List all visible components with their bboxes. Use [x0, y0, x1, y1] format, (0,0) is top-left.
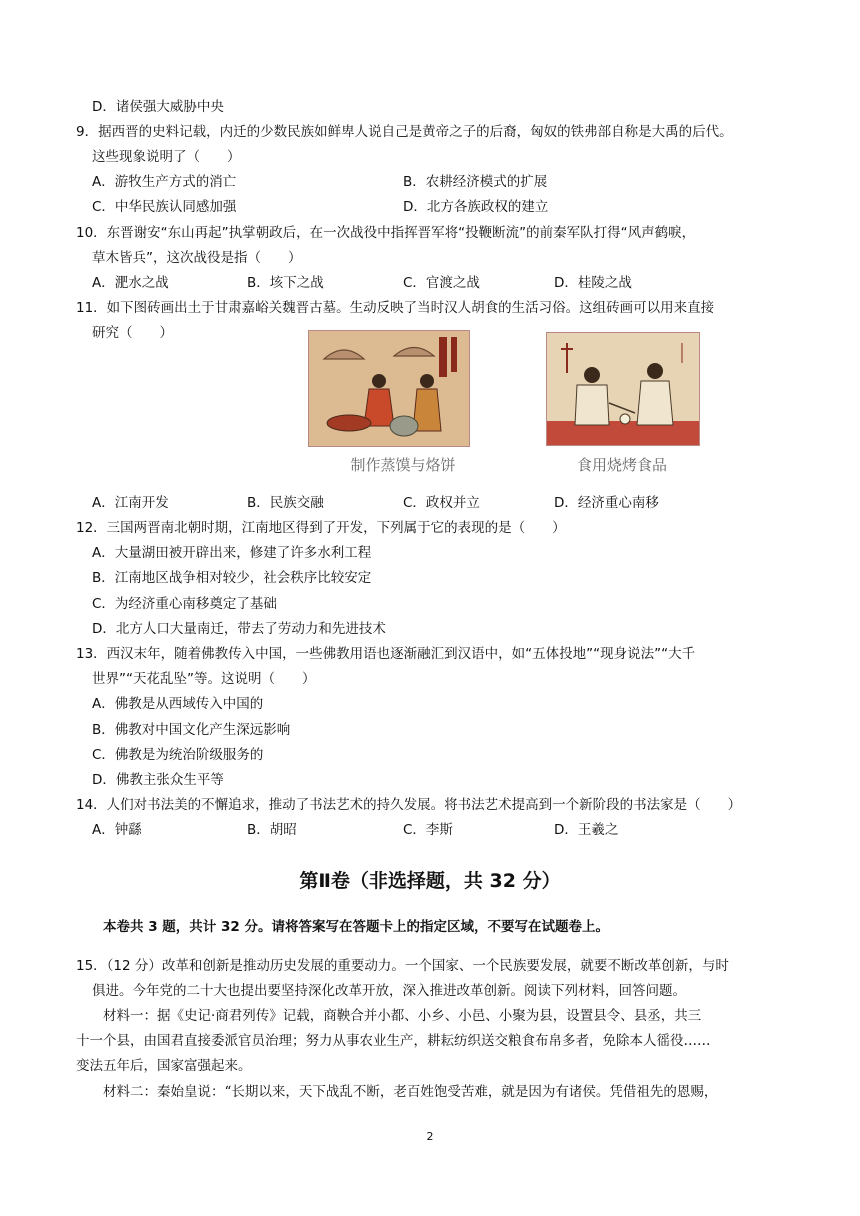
q9-option-b: B．农耕经济模式的扩展 — [403, 174, 548, 190]
brick-painting-steamed-bread-illustration — [309, 331, 469, 446]
q10-option-b: B．垓下之战 — [247, 275, 324, 291]
q13-option-d: D．佛教主张众生平等 — [92, 772, 224, 788]
q12-option-b: B．江南地区战争相对较少，社会秩序比较安定 — [92, 570, 372, 586]
q15-line2: 俱进。今年党的二十大也提出要坚持深化改革开放，深入推进改革创新。阅读下列材料，回答问题。 — [92, 983, 686, 999]
q12-option-c: C．为经济重心南移奠定了基础 — [92, 596, 277, 612]
q8-option-d: D．诸侯强大威胁中央 — [92, 99, 224, 115]
q15-line1: 15．（12 分）改革和创新是推动历史发展的重要动力。一个国家、一个民族要发展，就要不断改革创新，与时 — [76, 958, 729, 974]
q10-stem-line2: 草木皆兵”，这次战役是指（ ） — [92, 250, 302, 266]
q11-stem-line1: 11．如下图砖画出土于甘肃嘉峪关魏晋古墓。生动反映了当时汉人胡食的生活习俗。这组砖画可以用来直接 — [76, 300, 715, 316]
q12-option-d: D．北方人口大量南迁，带去了劳动力和先进技术 — [92, 621, 386, 637]
q9-option-a: A．游牧生产方式的消亡 — [92, 174, 237, 190]
brick-painting-bbq-illustration — [547, 333, 699, 445]
q14-option-b: B．胡昭 — [247, 822, 297, 838]
q10-option-a: A．淝水之战 — [92, 275, 169, 291]
q15-material2-line1: 材料二：秦始皇说：“长期以来，天下战乱不断，老百姓饱受苦难，就是因为有诸侯。凭借祖先的恩赐， — [103, 1084, 718, 1100]
q13-stem-line1: 13．西汉末年，随着佛教传入中国，一些佛教用语也逐渐融汇到汉语中，如“五体投地”“现身说法”“大千 — [76, 646, 696, 662]
q9-stem-line1: 9．据西晋的史料记载，内迁的少数民族如鲜卑人说自己是黄帝之子的后裔，匈奴的铁弗部自称是大禹的后代。 — [76, 124, 733, 140]
q9-stem-line2: 这些现象说明了（ ） — [92, 149, 241, 165]
caption-steamed-bread: 制作蒸馍与烙饼 — [350, 456, 456, 474]
page-number: 2 — [426, 1130, 434, 1143]
section-2-note: 本卷共 3 题，共计 32 分。请将答案写在答题卡上的指定区域，不要写在试题卷上。 — [103, 919, 609, 935]
q12-stem: 12．三国两晋南北朝时期，江南地区得到了开发，下列属于它的表现的是（ ） — [76, 520, 566, 536]
q9-option-d: D．北方各族政权的建立 — [403, 199, 549, 215]
q9-option-c: C．中华民族认同感加强 — [92, 199, 237, 215]
q10-option-d: D．桂陵之战 — [554, 275, 632, 291]
q10-option-c: C．官渡之战 — [403, 275, 480, 291]
q10-stem-line1: 10．东晋谢安“东山再起”执掌朝政后，在一次战役中指挥晋军将“投鞭断流”的前秦军队打得“风声鹤唳， — [76, 225, 696, 241]
q11-option-d: D．经济重心南移 — [554, 495, 659, 511]
q11-option-b: B．民族交融 — [247, 495, 324, 511]
q14-option-d: D．王羲之 — [554, 822, 619, 838]
q11-stem-line2: 研究（ ） — [92, 325, 173, 341]
brick-painting-steamed-bread — [308, 330, 470, 447]
q14-option-c: C．李斯 — [403, 822, 453, 838]
q15-material1-line3: 变法五年后，国家富强起来。 — [76, 1058, 252, 1074]
q15-material1-line1: 材料一：据《史记·商君列传》记载，商鞅合并小都、小乡、小邑、小聚为县，设置县令、县丞，共三 — [103, 1008, 702, 1024]
q12-option-a: A．大量湖田被开辟出来，修建了许多水利工程 — [92, 545, 372, 561]
q14-option-a: A．钟繇 — [92, 822, 142, 838]
section-2-title: 第Ⅱ卷（非选择题，共 32 分） — [299, 870, 561, 892]
q13-option-a: A．佛教是从西域传入中国的 — [92, 696, 264, 712]
q11-option-a: A．江南开发 — [92, 495, 169, 511]
q13-option-b: B．佛教对中国文化产生深远影响 — [92, 722, 291, 738]
q13-stem-line2: 世界”“天花乱坠”等。这说明（ ） — [92, 671, 316, 687]
brick-painting-bbq — [546, 332, 700, 446]
caption-bbq: 食用烧烤食品 — [576, 456, 667, 474]
q14-stem: 14．人们对书法美的不懈追求，推动了书法艺术的持久发展。将书法艺术提高到一个新阶段的书法家是（ ） — [76, 797, 742, 813]
q15-material1-line2: 十一个县，由国君直接委派官员治理；努力从事农业生产，耕耘纺织送交粮食布帛多者，免除本人徭役…… — [76, 1033, 711, 1049]
q13-option-c: C．佛教是为统治阶级服务的 — [92, 747, 264, 763]
q11-option-c: C．政权并立 — [403, 495, 480, 511]
